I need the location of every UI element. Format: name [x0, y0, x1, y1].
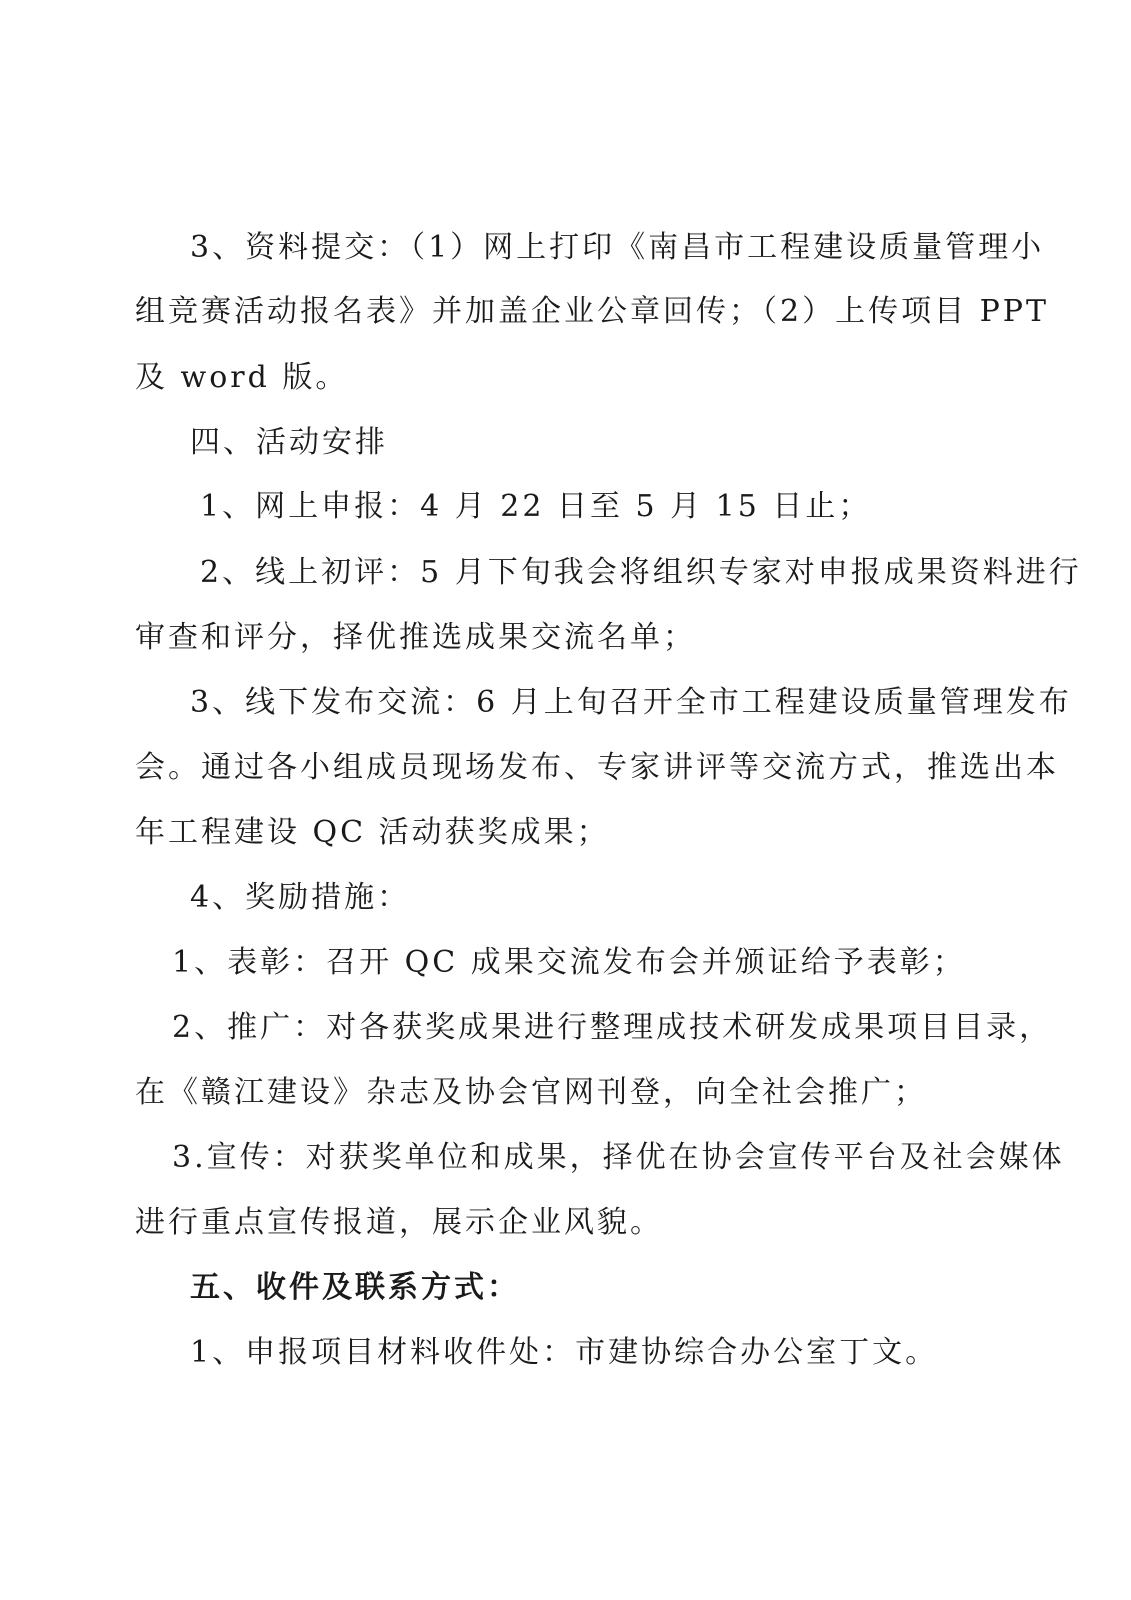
item-online-review-line-2: 审查和评分，择优推选成果交流名单；: [135, 620, 696, 655]
item-reward-measures: 4、奖励措施：: [190, 880, 411, 915]
item-publicity-line-2: 进行重点宣传报道，展示企业风貌。: [135, 1205, 663, 1240]
item-online-application: 1、网上申报：4 月 22 日至 5 月 15 日止；: [200, 489, 872, 524]
para-submission-line-1: 3、资料提交：（1）网上打印《南昌市工程建设质量管理小: [190, 230, 1045, 265]
item-promotion-line-1: 2、推广：对各获奖成果进行整理成技术研发成果项目目录，: [172, 1010, 1053, 1045]
item-online-review-line-1: 2、线上初评：5 月下旬我会将组织专家对申报成果资料进行: [200, 555, 1082, 590]
item-offline-exchange-line-1: 3、线下发布交流：6 月上旬召开全市工程建设质量管理发布: [190, 685, 1072, 720]
para-submission-line-2: 组竞赛活动报名表》并加盖企业公章回传；（2）上传项目 PPT: [135, 294, 1050, 329]
item-promotion-line-2: 在《赣江建设》杂志及协会官网刊登，向全社会推广；: [135, 1075, 927, 1110]
item-commendation: 1、表彰：召开 QC 成果交流发布会并颁证给予表彰；: [172, 945, 966, 980]
section-heading-contact: 五、收件及联系方式：: [190, 1270, 520, 1305]
item-offline-exchange-line-3: 年工程建设 QC 活动获奖成果；: [135, 815, 610, 850]
para-submission-line-3: 及 word 版。: [135, 360, 349, 395]
item-receiving-office: 1、申报项目材料收件处：市建协综合办公室丁文。: [190, 1335, 939, 1370]
item-offline-exchange-line-2: 会。通过各小组成员现场发布、专家讲评等交流方式，推选出本: [135, 750, 1059, 785]
section-heading-activity-schedule: 四、活动安排: [190, 425, 388, 460]
item-publicity-line-1: 3.宣传：对获奖单位和成果，择优在协会宣传平台及社会媒体: [172, 1140, 1065, 1175]
